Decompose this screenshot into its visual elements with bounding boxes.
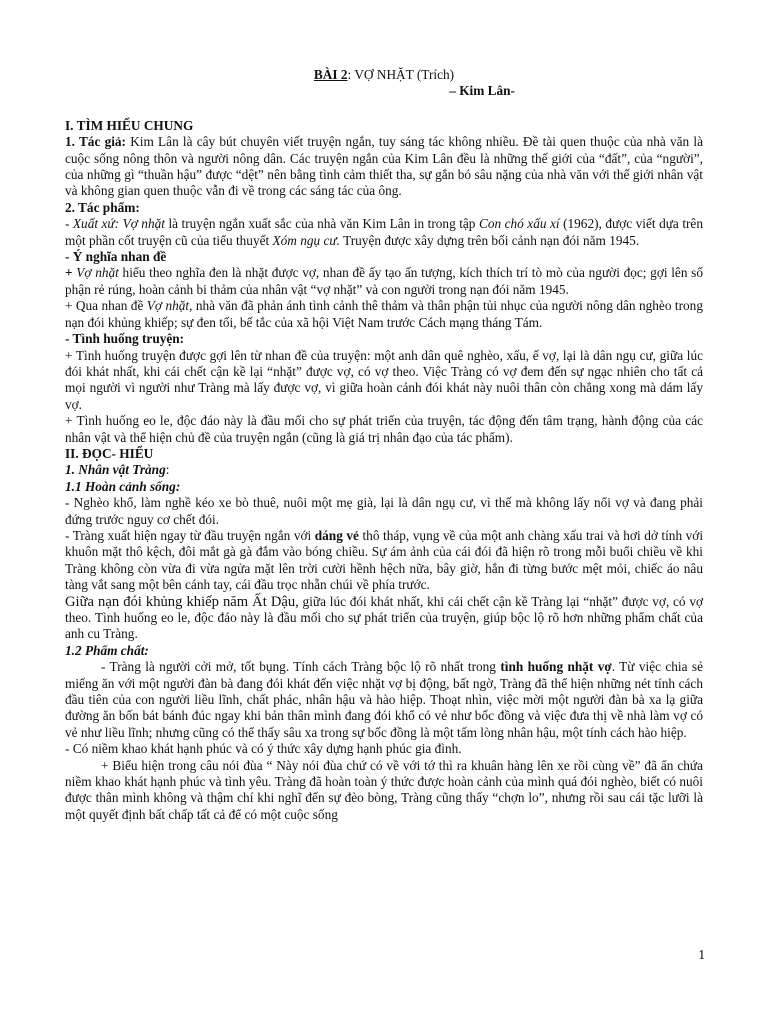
ynghia-heading: - Ý nghĩa nhan đề bbox=[65, 249, 167, 265]
page-number: 1 bbox=[698, 947, 705, 962]
hoancanh-paragraph-2: - Tràng xuất hiện ngay từ đầu truyện ngắn với dáng vẻ thô tháp, vụng về của một anh chàng xấu trai và hơi dở tính với khuôn mặt thô kệch, đôi mắt gà gà đắm vào bóng chiều. Sự ám ảnh của cái đói đã hiện rõ trong mỗi buổi chiều về khi Tràng không còn vừa đi vừa ngửa mặt lên trời cười hềnh hệch nữa, bây giờ, hắn đi từng bước mệt mỏi, chiếc áo nâu tàng vắt sang một bên cánh tay, cái đầu trọc nhẵn chúi về phía trước. bbox=[65, 527, 704, 593]
phamchat-paragraph-2: - Có niềm khao khát hạnh phúc và có ý thức xây dựng hạnh phúc gia đình. bbox=[65, 741, 462, 757]
title-rest: : VỢ NHẶT (Trích) bbox=[347, 67, 455, 82]
hoancanh-paragraph-1: - Nghèo khổ, làm nghề kéo xe bò thuê, nuôi một mẹ già, lại là dân ngụ cư, vì thế mà không lấy nổi vợ và đang phải đứng trước nguy cơ chết đói. bbox=[65, 495, 703, 527]
subheading-hoancanh: 1.1 Hoàn cảnh sống: bbox=[65, 478, 181, 494]
author-line: – Kim Lân- bbox=[449, 83, 515, 99]
ynghia-paragraph-1: + Vợ nhặt hiểu theo nghĩa đen là nhặt được vợ, nhan đề ấy tạo ấn tượng, kích thích trí tò mò của người đọc; gợi lên số phận rẻ rúng, hoàn cảnh bi thảm của nhân vật “vợ nhặt” và con người trong nạn đói năm 1945. bbox=[65, 265, 704, 297]
tacpham-heading: 2. Tác phẩm: bbox=[65, 199, 140, 215]
title-prefix: BÀI 2 bbox=[313, 67, 348, 82]
tinhhuong-heading: - Tình huống truyện: bbox=[65, 331, 185, 347]
phamchat-paragraph-3: + Biểu hiện trong câu nói đùa “ Này nói đùa chứ có về với tớ thì ra khuân hàng lên xe rồi cùng về” đã ẩn chứa niềm khao khát hạnh phúc và tình yêu. Tràng đã hoàn toàn ý thức được hoàn cảnh của mình quá đói nghèo, biết có nuôi được thân mình không và thậm chí khi nghĩ đến sự đèo bòng, Tràng cũng thấy “chợn lo”, nhưng rồi sau cái tặc lưỡi là một quyết định bất chấp tất cả để có một cuộc sống bbox=[65, 757, 703, 822]
tinhhuong-paragraph-1: + Tình huống truyện được gợi lên từ nhan đề của truyện: một anh dân quê nghèo, xấu, ế vợ, lại là dân ngụ cư, giữa lúc đói khát nhất, khi cái chết cận kề lại “nhặt” được vợ, có vợ theo. Việc Tràng có vợ đem đến sự ngạc nhiên cho tất cả mọi người vì người như Tràng mà lấy được vợ, vì giữa hoàn cảnh đói khát này nuôi thân còn chẳng xong mà dám lấy vợ. bbox=[65, 347, 703, 412]
phamchat-paragraph-1: - Tràng là người cởi mở, tốt bụng. Tính cách Tràng bộc lộ rõ nhất trong tình huống nhặt vợ. Từ việc chia sẻ miếng ăn với một người đàn bà đang đói khát đến việc nhặt vợ bị động, bất ngờ, Tràng đã thể hiện những nét tính cách đầu tiên của con người liều lĩnh, chất phác, nhân hậu và hào hiệp. Thoạt nhìn, việc mời một người đàn bà xa lạ giữa đường ăn bốn bát bánh đúc ngay khi bản thân mình đang đói khổ có vẻ như bốc đồng và việc đưa thị về nhà làm vợ có vẻ như liều lĩnh; nhưng cũng có thể thấy sâu xa trong sự bốc đồng là một tấm lòng nhân hậu, một tính cách hào hiệp. bbox=[65, 659, 703, 740]
section-heading-2: II. ĐỌC- HIỂU bbox=[65, 445, 154, 461]
ynghia-paragraph-2: + Qua nhan đề Vợ nhặt, nhà văn đã phản ánh tình cảnh thê thảm và thân phận tủi nhục của người nông dân nghèo trong nạn đói khủng khiếp; sự đen tối, bế tắc của xã hội Việt Nam trước Cách mạng tháng Tám. bbox=[65, 298, 703, 330]
subheading-phamchat: 1.2 Phẩm chất: bbox=[65, 642, 149, 658]
tinhhuong-paragraph-2: + Tình huống eo le, độc đáo này là đầu mối cho sự phát triển của truyện, tác động đến tâm trạng, hành động của các nhân vật và thể hiện chủ đề của truyện ngắn (cũng là giá trị nhân đạo của tác phẩm). bbox=[65, 413, 703, 445]
tacgia-paragraph: 1. Tác giả: Kim Lân là cây bút chuyên viết truyện ngắn, tuy sáng tác không nhiều. Đề tài quen thuộc của nhà văn là cuộc sống nông thôn và người nông dân. Các truyện ngắn của Kim Lân đều là những thế giới của “đất”, của “người”, của những gì “thuần hậu” được “dệt” nên bằng tình cảm thiết tha, sự gắn bó sâu nặng của nhà văn với thế giới nhân vật và không gian quen thuộc vẫn đi về trong các sáng tác của ông. bbox=[65, 134, 703, 199]
subheading-nhanvat: 1. Nhân vật Tràng: bbox=[65, 462, 170, 478]
xuatxu-paragraph: - Xuất xứ: Vợ nhặt là truyện ngắn xuất sắc của nhà văn Kim Lân in trong tập Con chó xấu xí (1962), được viết dựa trên một phần cốt truyện cũ của tiểu thuyết Xóm ngụ cư. Truyện được xây dựng trên bối cảnh nạn đói năm 1945. bbox=[65, 216, 703, 248]
hoancanh-paragraph-3: Giữa nạn đói khủng khiếp năm Ất Dậu, giữa lúc đói khát nhất, khi cái chết cận kề Tràng lại “nhặt” được vợ, có vợ theo. Tình huống eo le, độc đáo này là đầu mối cho sự phát triển của truyện, giúp bộc lộ rõ hơn những phẩm chất của anh cu Tràng. bbox=[65, 593, 703, 642]
document-page bbox=[65, 67, 703, 823]
lesson-title bbox=[65, 67, 703, 83]
section-heading-1: I. TÌM HIỂU CHUNG bbox=[65, 117, 194, 133]
